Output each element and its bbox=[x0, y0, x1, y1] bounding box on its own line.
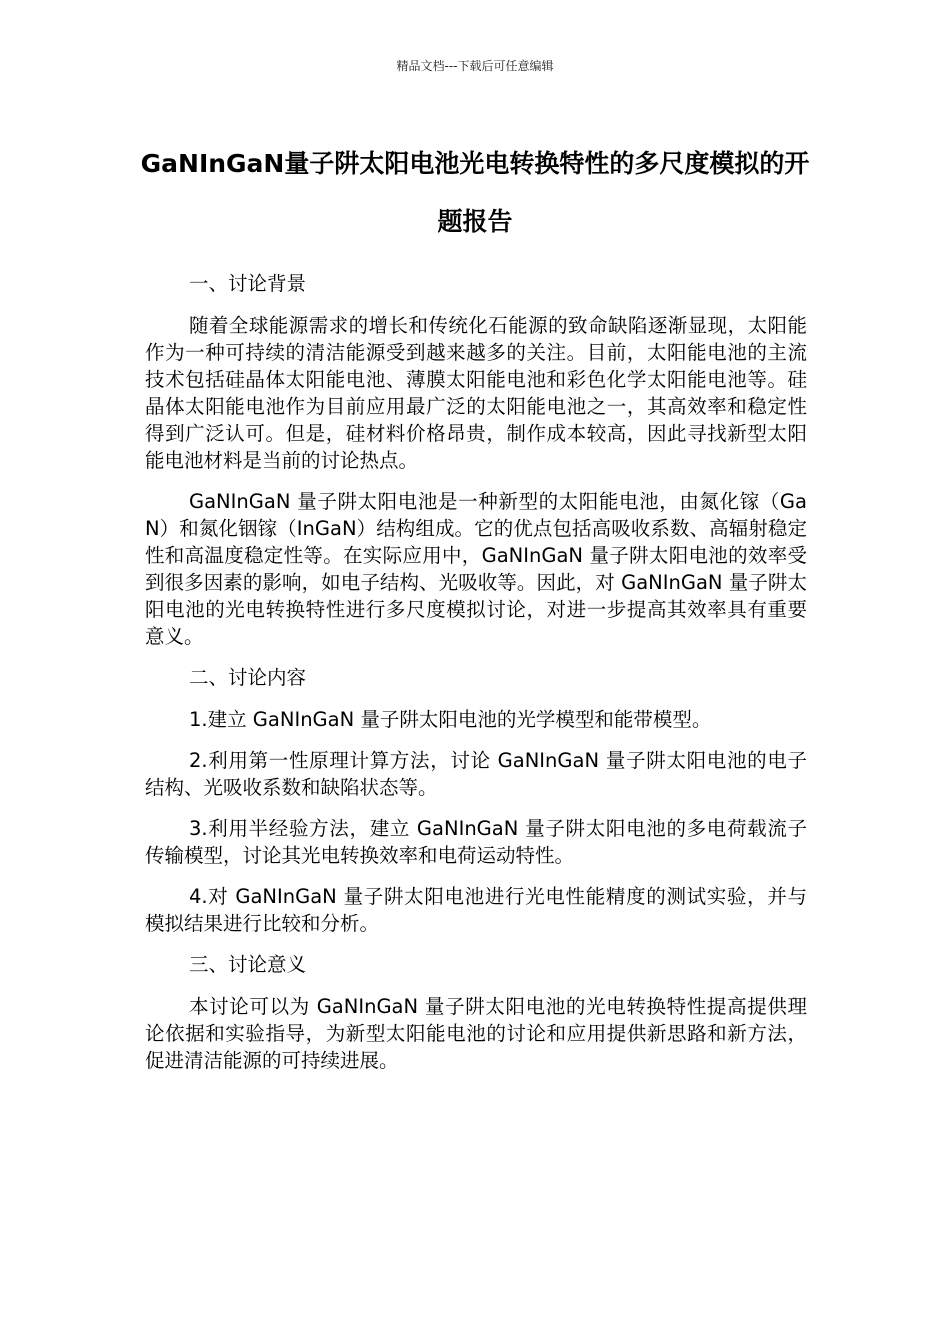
section-heading: 二、讨论内容 bbox=[189, 666, 307, 689]
paragraph: 随着全球能源需求的增长和传统化石能源的致命缺陷逐渐显现，太阳能作为一种可持续的清洁能源受到越来越多的关注。目前，太阳能电池的主流技术包括硅晶体太阳能电池、薄膜太阳能电池和彩色化学太阳能电池等。硅晶体太阳能电池作为目前应用最广泛的太阳能电池之一，其高效率和稳定性得到广泛认可。但是，硅材料价格昂贵，制作成本较高，因此寻找新型太阳能电池材料是当前的讨论热点。 bbox=[145, 314, 807, 472]
paragraph: GaNInGaN 量子阱太阳电池是一种新型的太阳能电池，由氮化镓（GaN）和氮化铟镓（InGaN）结构组成。它的优点包括高吸收系数、高辐射稳定性和高温度稳定性等。在实际应用中，GaNInGaN 量子阱太阳电池的效率受到很多因素的影响，如电子结构、光吸收等。因此，对 GaNInGaN 量子阱太阳电池的光电转换特性进行多尺度模拟讨论，对进一步提高其效率具有重要意义。 bbox=[145, 490, 807, 648]
header-note: 精品文档---下载后可任意编辑 bbox=[396, 59, 554, 73]
list-item: 1.建立 GaNInGaN 量子阱太阳电池的光学模型和能带模型。 bbox=[189, 708, 712, 731]
document-title: GaNInGaN量子阱太阳电池光电转换特性的多尺度模拟的开题报告 bbox=[140, 149, 810, 236]
list-item: 2.利用第一性原理计算方法，讨论 GaNInGaN 量子阱太阳电池的电子结构、光吸收系数和缺陷状态等。 bbox=[145, 749, 807, 799]
section-content bbox=[145, 664, 807, 937]
section-significance bbox=[145, 951, 807, 1074]
section-background bbox=[145, 270, 807, 650]
document-body bbox=[145, 270, 807, 1088]
list-item: 4.对 GaNInGaN 量子阱太阳电池进行光电性能精度的测试实验，并与模拟结果进行比较和分析。 bbox=[145, 885, 807, 935]
list-item: 3.利用半经验方法，建立 GaNInGaN 量子阱太阳电池的多电荷载流子传输模型，讨论其光电转换效率和电荷运动特性。 bbox=[145, 817, 807, 867]
section-heading: 三、讨论意义 bbox=[189, 953, 307, 976]
paragraph: 本讨论可以为 GaNInGaN 量子阱太阳电池的光电转换特性提高提供理论依据和实验指导，为新型太阳能电池的讨论和应用提供新思路和新方法，促进清洁能源的可持续进展。 bbox=[145, 995, 807, 1072]
section-heading: 一、讨论背景 bbox=[189, 272, 307, 295]
